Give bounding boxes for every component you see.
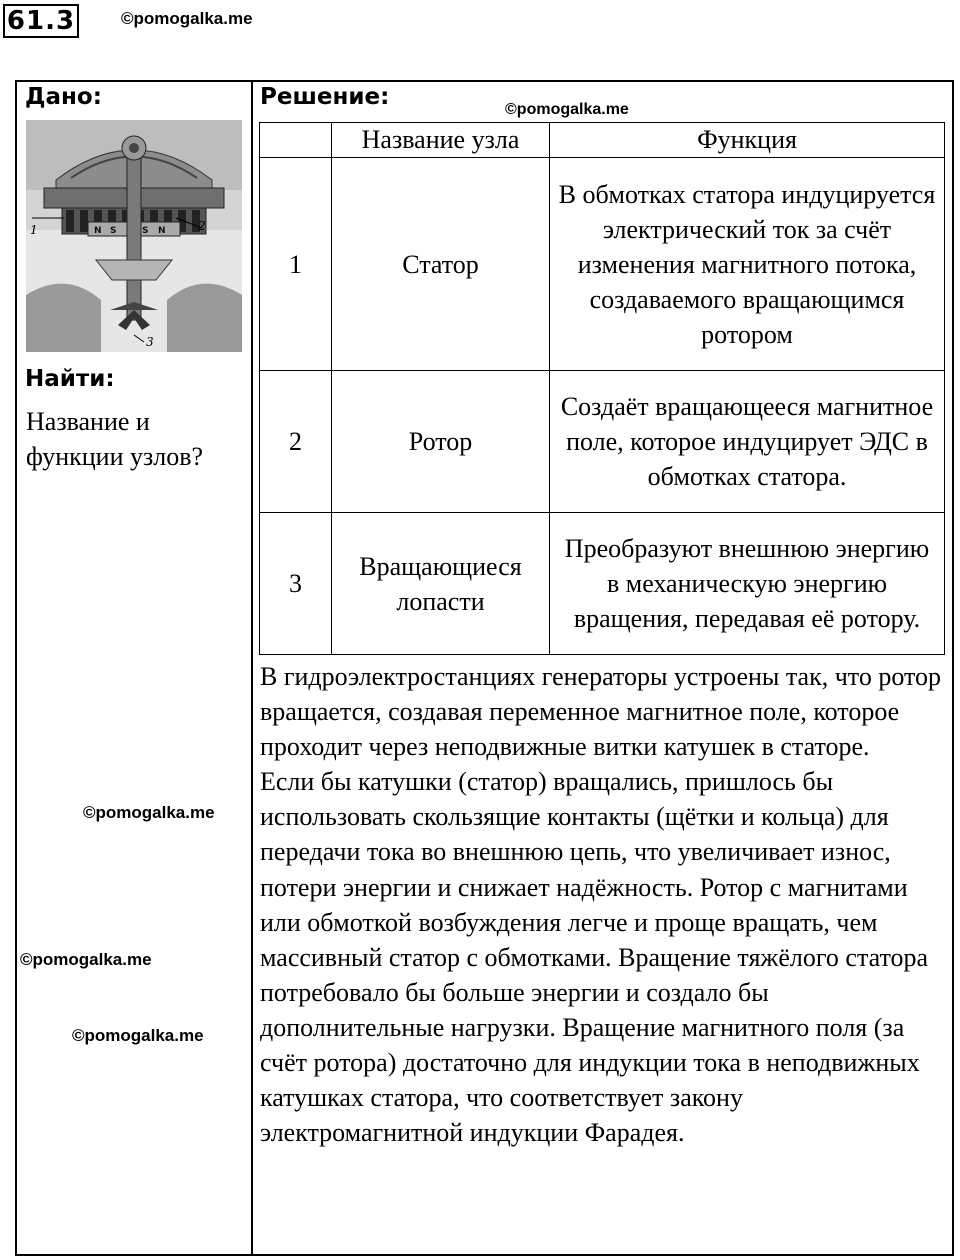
svg-text:S: S (142, 226, 149, 236)
table-header-function: Функция (550, 123, 945, 158)
watermark: ©pomogalka.me (20, 950, 152, 969)
row-name: Статор (332, 158, 550, 371)
find-heading: Найти: (25, 366, 115, 392)
row-number: 2 (260, 371, 332, 513)
row-number: 3 (260, 513, 332, 655)
watermark: ©pomogalka.me (505, 101, 629, 118)
row-function: В обмотках статора индуцируется электрический ток за счёт изменения магнитного потока, создаваемого вращающимся ротором (550, 158, 945, 371)
table-row (260, 513, 945, 655)
figure-label-1: 1 (30, 223, 38, 237)
generator-illustration (26, 120, 242, 352)
explanation-text (260, 659, 950, 1150)
svg-text:S: S (110, 226, 117, 236)
row-name: Ротор (332, 371, 550, 513)
table-row (260, 158, 945, 371)
table-header-num (260, 123, 332, 158)
svg-text:N: N (158, 226, 166, 236)
nodes-table (259, 122, 945, 655)
watermark: ©pomogalka.me (121, 9, 253, 28)
row-function: Создаёт вращающееся магнитное поле, которое индуцирует ЭДС в обмотках статора. (550, 371, 945, 513)
column-divider (251, 80, 253, 1256)
watermark: ©pomogalka.me (72, 1026, 204, 1045)
watermark: ©pomogalka.me (83, 803, 215, 822)
find-question: Название и функции узлов? (26, 407, 204, 471)
figure-label-2: 2 (198, 219, 206, 233)
explanation-paragraph: В гидроэлектростанциях генераторы устроены так, что ротор вращается, создавая переменное магнитное поле, которое проходит через неподвижные витки катушек в статоре. (260, 662, 942, 762)
row-number: 1 (260, 158, 332, 371)
row-function: Преобразуют внешнюю энергию в механическую энергию вращения, передавая её ротору. (550, 513, 945, 655)
table-header-name: Название узла (332, 123, 550, 158)
row-name: Вращающиеся лопасти (332, 513, 550, 655)
given-heading: Дано: (25, 84, 102, 110)
figure-label-3: 3 (146, 335, 154, 349)
svg-text:N: N (94, 226, 102, 236)
task-number: 61.3 (3, 4, 79, 38)
table-row (260, 371, 945, 513)
solution-heading: Решение: (260, 84, 390, 110)
explanation-paragraph: Если бы катушки (статор) вращались, пришлось бы использовать скользящие контакты (щётки и кольца) для передачи тока во внешнюю цепь, что увеличивает износ, потери энергии и снижает надёжность. Ротор с магнитами или обмоткой возбуждения легче и проще вращать, чем массивный статор с обмотками. Вращение тяжёлого статора потребовало бы больше энергии и создало бы дополнительные нагрузки. Вращение магнитного поля (за счёт ротора) достаточно для индукции тока в неподвижных катушках статора, что соответствует закону электромагнитной индукции Фарадея. (260, 767, 929, 1148)
table-header-row (260, 123, 945, 158)
